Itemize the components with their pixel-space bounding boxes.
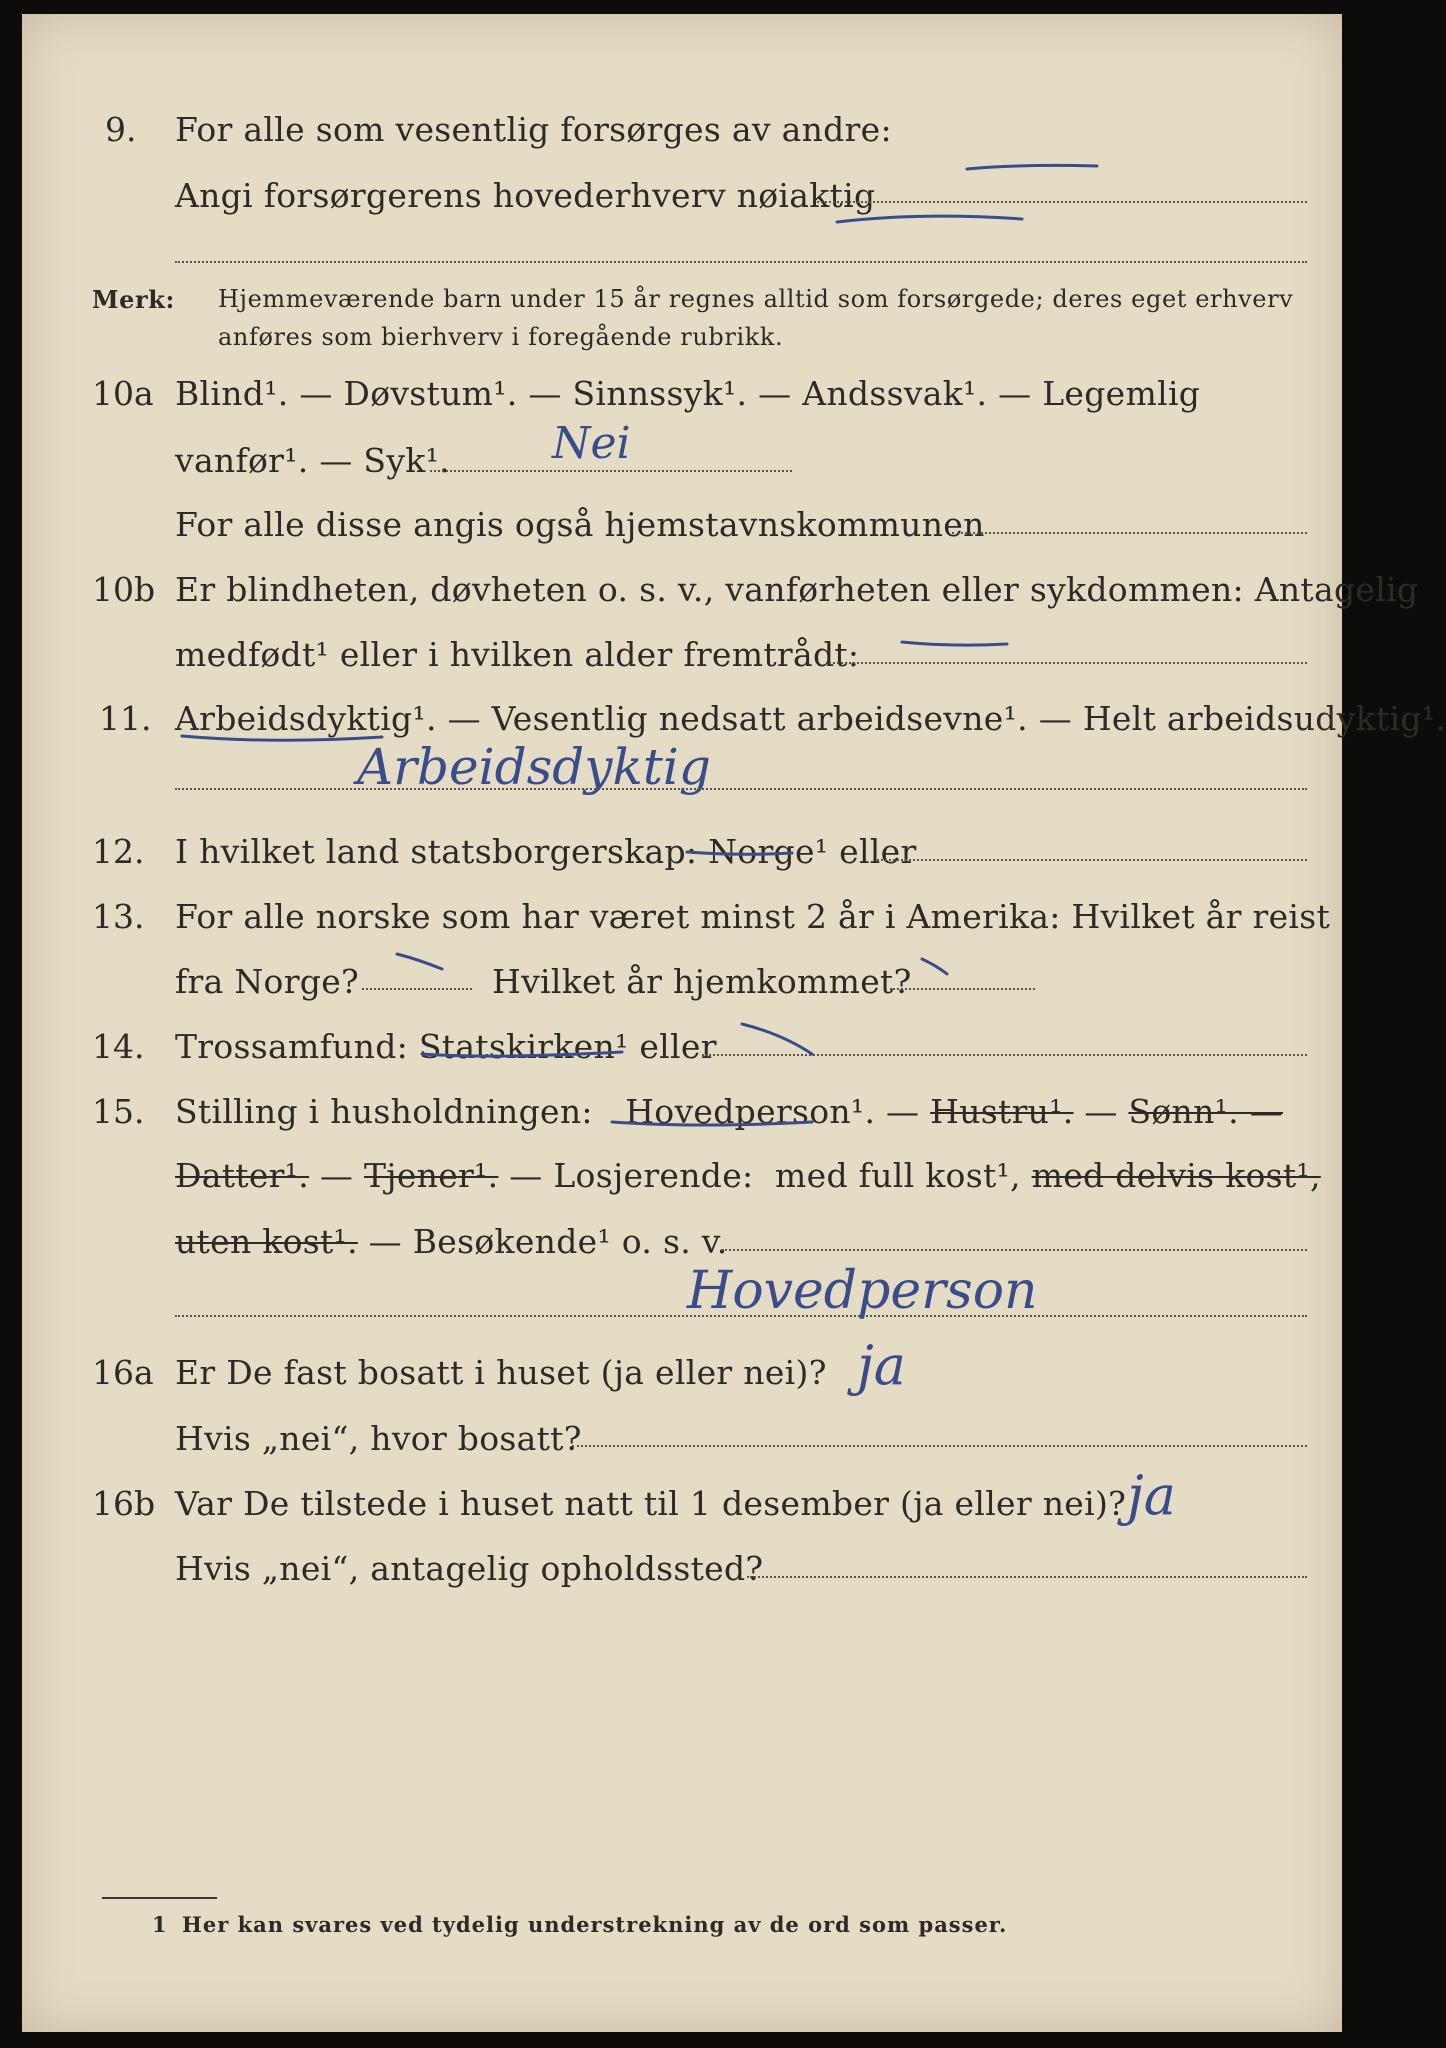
q16a-number: 16a — [92, 1353, 154, 1392]
q16a-line2: Hvis „nei“, hvor bosatt? — [175, 1419, 582, 1458]
q13-number: 13. — [92, 897, 145, 936]
q10b-number: 10b — [92, 570, 156, 609]
q13-hjemkommet-stroke — [922, 959, 947, 974]
q10a-line1: Blind¹. — Døvstum¹. — Sinnssyk¹. — Andssvak¹. — Legemlig — [175, 374, 1201, 413]
q15-dash-2: — — [1084, 1092, 1118, 1131]
q13-line1: For alle norske som har været minst 2 år i Amerika: Hvilket år reist — [175, 897, 1331, 936]
q12-number: 12. — [92, 832, 145, 871]
q15-losjerende: Losjerende: — [553, 1156, 754, 1195]
q11-underline-arbeidsdyktig — [182, 736, 382, 740]
q13-reist-stroke — [397, 954, 442, 969]
footnote-mark: 1 — [152, 1912, 168, 1937]
q13-line2b: Hvilket år hjemkommet? — [492, 962, 912, 1001]
q10a-number: 10a — [92, 374, 154, 413]
q11-number: 11. — [99, 699, 152, 738]
q12-option-norge[interactable]: Norge¹ — [708, 832, 829, 871]
q15-option-delvis-kost[interactable]: med delvis kost¹, — [1031, 1156, 1321, 1195]
q15-handwritten-answer: Hovedperson — [687, 1261, 1038, 1321]
census-form-page — [22, 14, 1446, 2032]
q15-option-datter[interactable]: Datter¹. — [175, 1156, 310, 1195]
q15-option-hovedperson[interactable]: Hovedperson¹. — [625, 1092, 876, 1131]
merk-line1: Hjemmeværende barn under 15 år regnes alltid som forsørgede; deres eget erhverv — [218, 285, 1294, 313]
q12-text: I hvilket land statsborgerskap: — [175, 832, 698, 871]
q14-dash-stroke — [742, 1024, 812, 1054]
q15-number: 15. — [92, 1092, 145, 1131]
q16a-line1: Er De fast bosatt i huset (ja eller nei)? — [175, 1353, 827, 1392]
q15-dash-3: — — [319, 1156, 354, 1195]
q10a-handwritten-answer: Nei — [552, 418, 631, 469]
q14-number: 14. — [92, 1027, 145, 1066]
q15-dash-4: — — [509, 1156, 543, 1195]
q15-lead: Stilling i husholdningen: — [175, 1092, 593, 1131]
q9-dash-stroke — [967, 165, 1097, 169]
q11-option-rest: — Vesentlig nedsatt arbeidsevne¹. — Helt arbeidsudyktig¹. — [447, 699, 1446, 738]
q14-underline-statskirken — [422, 1052, 622, 1056]
q16b-line1: Var De tilstede i huset natt til 1 desember (ja eller nei)? — [175, 1484, 1127, 1523]
q16b-line2: Hvis „nei“, antagelig opholdssted? — [175, 1549, 764, 1588]
merk-line2: anføres som bierhverv i foregående rubrikk. — [218, 323, 784, 351]
ink-marks — [22, 14, 1342, 2032]
q9-line1: For alle som vesentlig forsørges av andre: — [175, 110, 892, 149]
q14-option-statskirken[interactable]: Statskirken¹ — [418, 1027, 629, 1066]
q11-handwritten-answer: Arbeidsdyktig — [357, 738, 711, 796]
q12-tail: eller — [839, 832, 917, 871]
footnote-rule — [102, 1897, 217, 1899]
q14-tail: eller — [639, 1027, 717, 1066]
q10b-line2: medfødt¹ eller i hvilken alder fremtrådt: — [175, 635, 860, 674]
q14-text: Trossamfund: — [175, 1027, 409, 1066]
q15-option-sonn[interactable]: Sønn¹. — — [1128, 1092, 1284, 1131]
q15-option-tjener[interactable]: Tjener¹. — [363, 1156, 499, 1195]
q15-option-uten-kost[interactable]: uten kost¹. — [175, 1222, 358, 1261]
q10b-dash-stroke — [902, 642, 1007, 645]
footnote-text: Her kan svares ved tydelig understrekning av de ord som passer. — [182, 1912, 1008, 1937]
q10a-line3: For alle disse angis også hjemstavnskommunen — [175, 505, 985, 544]
q10a-line2: vanfør¹. — Syk¹. — [175, 441, 450, 480]
q16a-handwritten-answer: ja — [857, 1334, 906, 1397]
q16b-handwritten-answer: ja — [1127, 1464, 1176, 1527]
q9-number: 9. — [105, 110, 137, 149]
merk-label: Merk: — [92, 285, 175, 314]
q16b-number: 16b — [92, 1484, 156, 1523]
q12-underline-norge — [687, 852, 792, 854]
q10b-line1: Er blindheten, døvheten o. s. v., vanførheten eller sykdommen: Antagelig — [175, 570, 1419, 609]
q13-line2a: fra Norge? — [175, 962, 360, 1001]
q15-option-full-kost[interactable]: med full kost¹, — [775, 1156, 1021, 1195]
q9-dash-stroke-2 — [837, 216, 1022, 222]
q15-besokende: — Besøkende¹ o. s. v. — [368, 1222, 728, 1261]
q11-option-arbeidsdyktig[interactable]: Arbeidsdyktig¹. — [175, 699, 437, 738]
q15-underline-hovedperson — [612, 1122, 812, 1125]
q15-option-hustru[interactable]: Hustru¹. — [930, 1092, 1074, 1131]
q15-dash-1: — — [886, 1092, 920, 1131]
q9-line2: Angi forsørgerens hovederhverv nøiaktig — [175, 176, 876, 215]
